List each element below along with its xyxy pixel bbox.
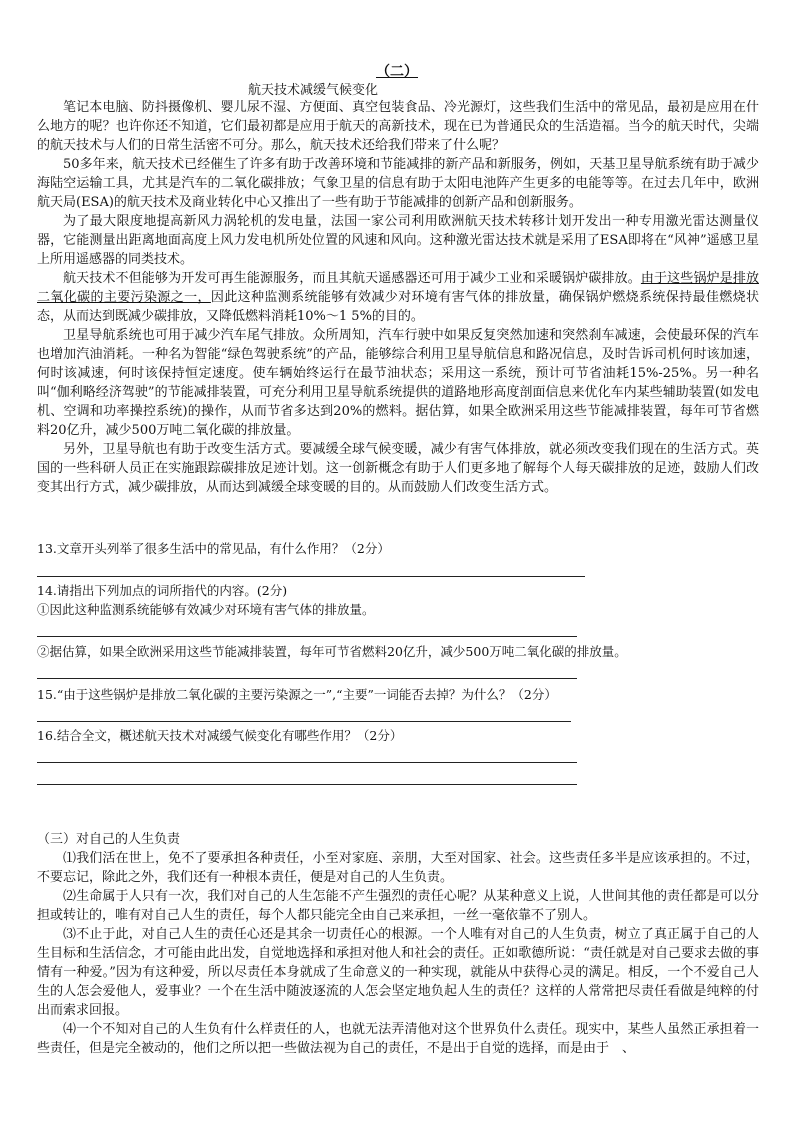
answer-line-14b[interactable] bbox=[37, 678, 577, 679]
question-16: 16.结合全文，概述航天技术对减缓气候变化有哪些作用？（2分） bbox=[37, 728, 403, 743]
question-15: 15.“由于这些锅炉是排放二氧化碳的主要污染源之一”,“主要”一词能否去掉？为什么？（2分） bbox=[37, 687, 557, 702]
paragraph-2: 50多年来，航天技术已经催生了许多有助于改善环境和节能减排的新产品和新服务，例如，天基卫星导航系统有助于减少海陆空运输工具，尤其是汽车的二氧化碳排放；气象卫星的信息有助于太阳电池阵产生更多的电能等等。在过去几年中，欧洲航天局(ESA)的航天技术及商业转化中心又推出了一些有助于节能减排的创新产品和创新服务。 bbox=[37, 157, 759, 210]
answer-line-14a[interactable] bbox=[37, 636, 577, 637]
answer-line-16a[interactable] bbox=[37, 762, 577, 763]
section-3-heading: （三）对自己的人生负责 bbox=[37, 832, 181, 847]
paragraph-5: 卫星导航系统也可用于减少汽车尾气排放。众所周知，汽车行驶中如果反复突然加速和突然刹车减速，会使最环保的汽车也增加汽油消耗。一种名为智能“绿色驾驶系统”的产品，能够综合利用卫星导航信息和路况信息，及时告诉司机何时该加速，何时该减速，何时该保持恒定速度。使车辆始终运行在最节油状态；采用这一系统，预计可节省油耗15%-25%。另一种名叫“伽利略经济驾驶”的节能减排装置，可充分利用卫星导航系统提供的道路地形高度剖面信息来优化车内某些辅助装置(如发电机、空调和功率操控系统)的操作，从而节省多达到20%的燃料。据估算，如果全欧洲采用这些节能减排装置，每年可节省燃料20亿升，减少500万吨二氧化碳的排放量。 bbox=[37, 328, 759, 438]
answer-line-13[interactable] bbox=[37, 576, 585, 577]
paragraph-4-tail: 因此这种监测系统能够有效减少对环境有害气体的排放量，确保锅炉燃烧系统保持最佳燃烧状态，从而达到既减少碳排放，又降低燃料消耗10%～1 5%的目的。 bbox=[37, 290, 759, 324]
question-14: 14.请指出下列加点的词所指代的内容。(2分) bbox=[37, 583, 288, 598]
paragraph-3: 为了最大限度地提高新风力涡轮机的发电量，法国一家公司利用欧洲航天技术转移计划开发出一种专用激光雷达测量仪器，它能测量出距离地面高度上风力发电机所处位置的风速和风向。这种激光雷达技术就是采用了ESA即将在“风神”遥感卫星上所用遥感器的同类技术。 bbox=[37, 214, 759, 267]
paragraph-4-lead: 航天技术不但能够为开发可再生能源服务，而且其航天遥感器还可用于减少工业和采暖锅炉碳排放。 bbox=[63, 271, 641, 286]
s3-paragraph-3: ⑶不止于此，对自己人生的责任心还是其余一切责任心的根源。一个人唯有对自己的人生负责，树立了真正属于自己的人生目标和生活信念，才可能由此出发，自觉地选择和承担对他人和社会的责任。正如歌德所说：“责任就是对自己要求去做的事情有一种爱。”因为有这种爱，所以尽责任本身就成了生命意义的一种实现，就能从中获得心灵的满足。相反，一个不爱自己人生的人怎会爱他人，爱事业？一个在生活中随波逐流的人怎会坚定地负起人生的责任？这样的人常常把尽责任看做是纯粹的付出而索求回报。 bbox=[37, 927, 759, 1018]
article-body bbox=[37, 98, 759, 497]
question-13: 13.文章开头列举了很多生活中的常见品，有什么作用？（2分） bbox=[37, 541, 390, 556]
answer-line-15[interactable] bbox=[37, 721, 571, 722]
question-14-item-2: ②据估算，如果全欧洲采用这些节能减排装置，每年可节省燃料20亿升，减少500万吨二氧化碳的排放量。 bbox=[37, 644, 627, 659]
paragraph-6: 另外，卫星导航也有助于改变生活方式。要减缓全球气候变暖，减少有害气体排放，就必须改变我们现在的生活方式。英国的一些科研人员正在实施跟踪碳排放足迹计划。这一创新概念有助于人们更多地了解每个人每天碳排放的足迹，鼓励人们改变其出行方式，减少碳排放，从而达到减缓全球变暖的目的。从而鼓励人们改变生活方式。 bbox=[37, 442, 759, 495]
section-number: （二） bbox=[376, 64, 418, 80]
paragraph-1: 笔记本电脑、防抖摄像机、婴儿尿不湿、方便面、真空包装食品、冷光源灯，这些我们生活中的常见品，最初是应用在什么地方的呢？也许你还不知道，它们最初都是应用于航天的高新技术，现在已为普通民众的生活造福。当今的航天时代，尖端的航天技术与人们的日常生活密不可分。那么，航天技术还给我们带来了什么呢？ bbox=[37, 100, 759, 153]
s3-paragraph-4: ⑷一个不知对自己的人生负有什么样责任的人，也就无法弄清他对这个世界负什么责任。现实中，某些人虽然正承担着一些责任，但是完全被动的，他们之所以把一些做法视为自己的责任，不是出于自觉的选择，而是由于 、 bbox=[37, 1022, 759, 1056]
s3-paragraph-1: ⑴我们活在世上，免不了要承担各种责任，小至对家庭、亲朋，大至对国家、社会。这些责任多半是应该承担的。不过，不要忘记，除此之外，我们还有一种根本责任，便是对自己的人生负责。 bbox=[37, 851, 759, 885]
answer-line-16b[interactable] bbox=[37, 784, 577, 785]
question-14-item-1: ①因此这种监测系统能够有效减少对环境有害气体的排放量。 bbox=[37, 602, 375, 617]
article-title: 航天技术减缓气候变化 bbox=[248, 83, 379, 98]
paragraph-4 bbox=[37, 269, 759, 326]
underlined-sentence: 由于这些锅炉是排放二氧化碳的主要污染源之一， bbox=[37, 271, 759, 305]
section-3-body bbox=[37, 849, 759, 1058]
s3-paragraph-2: ⑵生命属于人只有一次，我们对自己的人生怎能不产生强烈的责任心呢？从某种意义上说，人世间其他的责任都是可以分担或转让的，唯有对自己人生的责任，每个人都只能完全由自己来承担，一丝一毫依靠不了别人。 bbox=[37, 889, 759, 923]
